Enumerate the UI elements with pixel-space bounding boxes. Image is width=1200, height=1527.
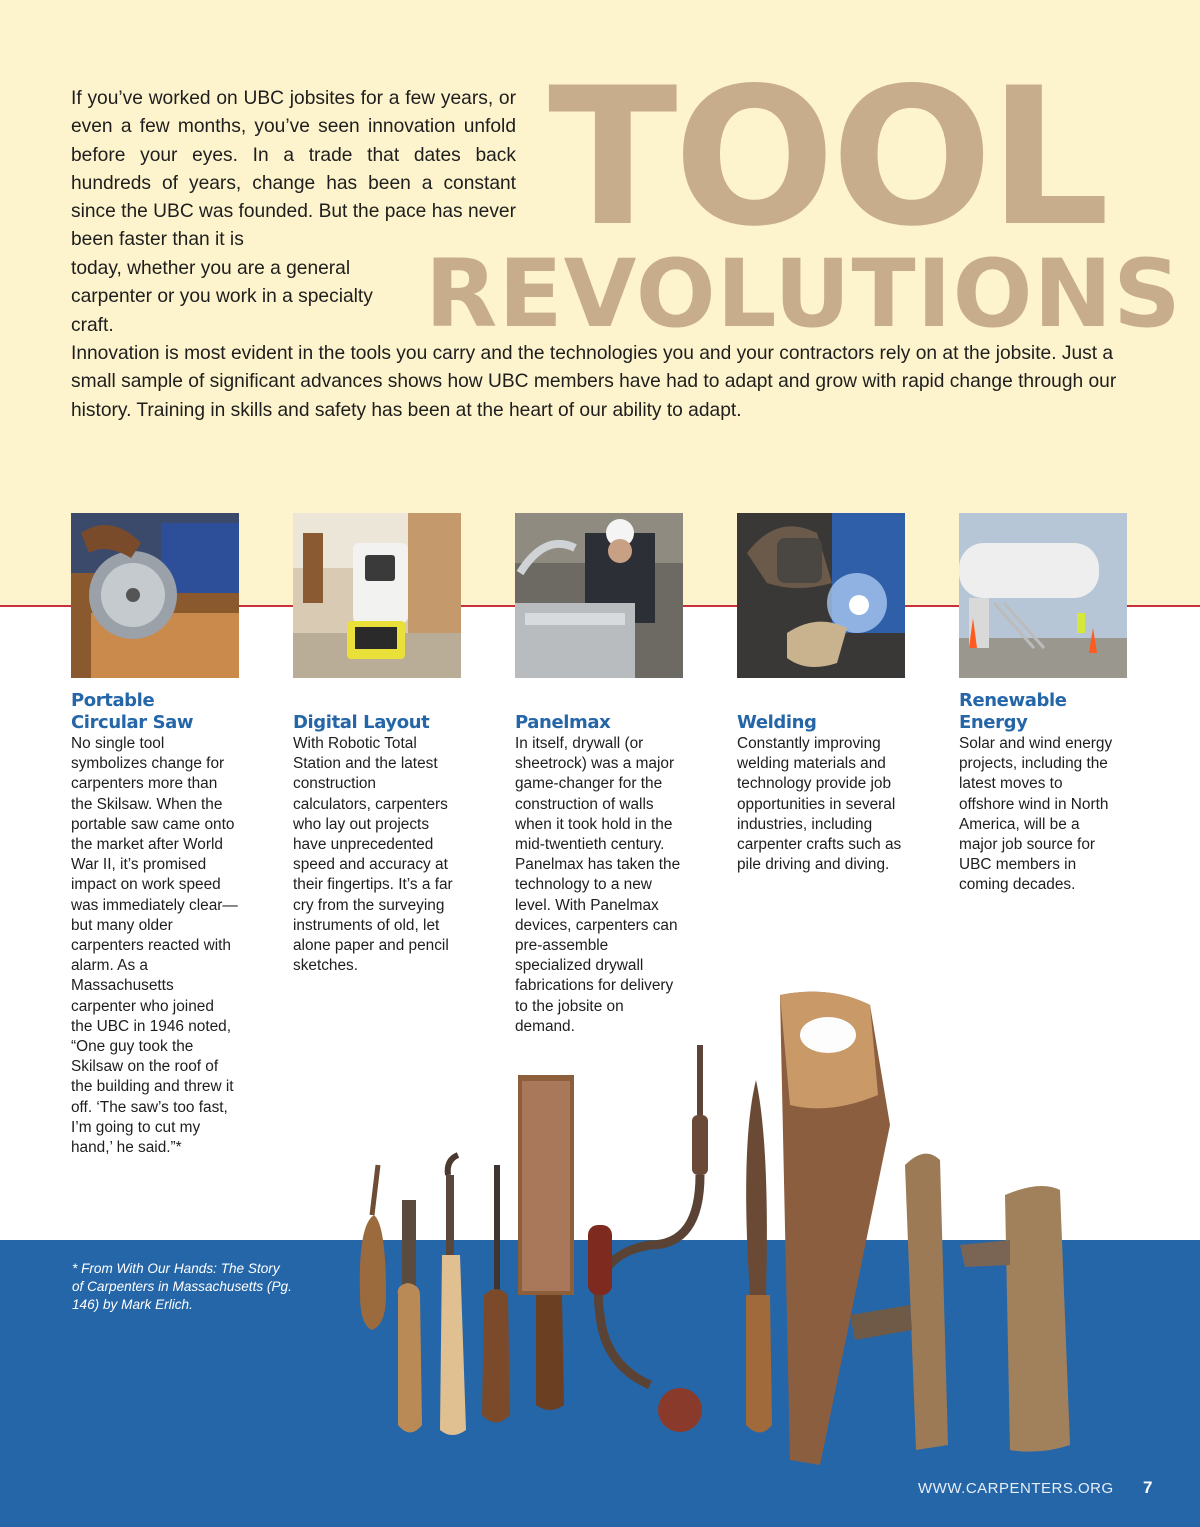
heading-renewable-energy: Renewable Energy [959,690,1067,733]
heading-panelmax: Panelmax [515,712,611,733]
footnote: * From With Our Hands: The Story of Carpenters in Massachusetts (Pg. 146) by Mark Erlich. [72,1261,292,1312]
title-revolutions: REVOLUTIONS [425,240,1182,349]
column-welding [737,712,917,875]
body-renewable-energy: Solar and wind energy projects, including the latest moves to offshore wind in North America, will be a major job source for UBC members in coming decades. [959,735,1113,894]
antique-tools-illustration [350,985,1140,1475]
welding-photo [737,513,905,678]
heading-welding: Welding [737,712,817,733]
circular-saw-photo [71,513,239,678]
body-digital-layout: With Robotic Total Station and the latest construction calculators, carpenters who lay out projects have unprecedented speed and accuracy at their fingertips. It’s a far cry from the surveying instruments of old, let alone paper and pencil sketches. [293,735,453,975]
intro-paragraph-2: Innovation is most evident in the tools you carry and the technologies you and your contractors rely on at the jobsite. Just a small sample of significant advances shows how UBC members have had to adapt and grow with rapid change through our history. Training in skills and safety has been at the heart of our ability to adapt. [71,343,1117,421]
renewable-energy-photo [959,513,1127,678]
website-url[interactable]: WWW.CARPENTERS.ORG [918,1480,1114,1497]
column-circular-saw [71,690,246,1158]
panelmax-photo [515,513,683,678]
body-welding: Constantly improving welding materials and technology provide job opportunities in several industries, including carpenter crafts such as pile driving and diving. [737,735,902,874]
heading-circular-saw: Portable Circular Saw [71,690,194,733]
page-number: 7 [1143,1478,1153,1497]
intro-paragraph-part-2: today, whether you are a general carpenter or you work in a specialty craft. [71,258,373,336]
intro-paragraph-part-1: If you’ve worked on UBC jobsites for a few years, or even a few months, you’ve seen innovation unfold before your eyes. In a trade that dates back hundreds of years, change has been a constant since the UBC was founded. But the pace has never been faster than it is [71,88,516,251]
column-digital-layout [293,712,473,976]
total-station-photo [293,513,461,678]
heading-digital-layout: Digital Layout [293,712,430,733]
body-panelmax: In itself, drywall (or sheetrock) was a major game-changer for the construction of walls when it took hold in the mid-twentieth century. Panelmax has taken the technology to a new level. With Panelmax devices, carpenters can pre-assemble specialized drywall fabrications for delivery to the jobsite on demand. [515,735,681,1035]
column-renewable-energy [959,690,1139,896]
body-circular-saw: No single tool symbolizes change for carpenters more than the Skilsaw. When the portable saw came onto the market after World War II, it’s promised impact on work speed was immediately clear—but many older carpenters reacted with alarm. As a Massachusetts carpenter who joined the UBC in 1946 noted, “One guy took the Skilsaw on the roof of the building and threw it off. ‘The saw’s too fast, I’m going to cut my hand,’ he said.”* [71,735,238,1157]
title-tool: TOOL [548,47,1106,268]
